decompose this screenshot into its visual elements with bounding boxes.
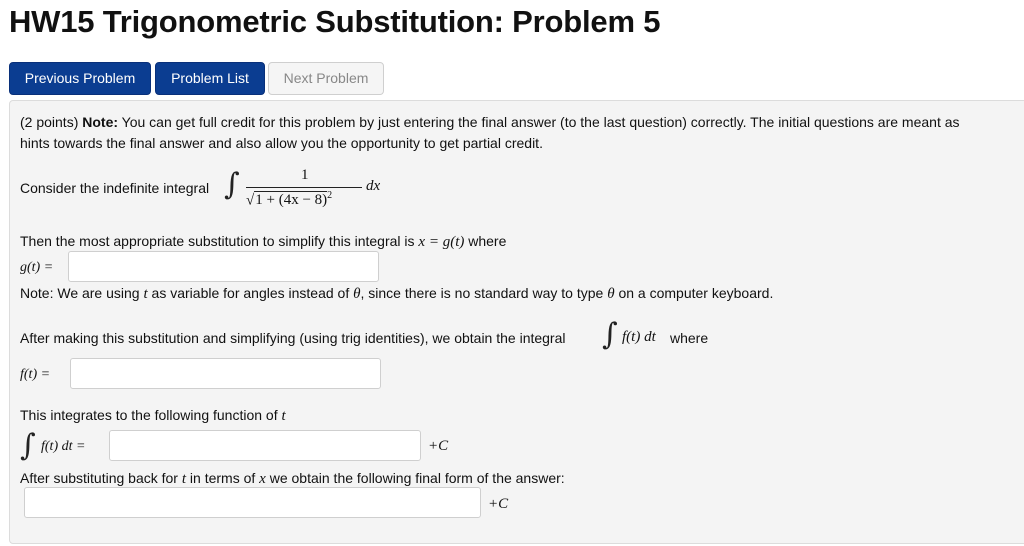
substitution-intro: Then the most appropriate substitution to simplify this integral is <box>20 233 415 249</box>
f-input[interactable] <box>70 358 381 389</box>
g-input[interactable] <box>68 251 379 282</box>
substitution-equation: x = g(t) <box>418 234 465 250</box>
problem-note-line-2: hints towards the final answer and also allow you the opportunity to get partial credit. <box>20 135 543 151</box>
fraction-bar <box>246 187 362 188</box>
antiderivative-input[interactable] <box>109 430 421 461</box>
plus-c-2-text: +C <box>488 496 509 512</box>
consider-text: Consider the indefinite integral <box>20 180 210 196</box>
back-x: x <box>259 471 266 487</box>
integrates-text <box>20 406 286 425</box>
integral-numerator: 1 <box>301 167 309 183</box>
page-title: HW15 Trigonometric Substitution: Problem 5 <box>9 4 661 39</box>
radicand: 1 + (4x − 8) <box>255 192 328 209</box>
substitution-where: where <box>468 233 507 249</box>
back-a: After substituting back for <box>20 470 178 486</box>
substitution-sentence <box>20 232 506 251</box>
after-where: where <box>670 330 709 346</box>
plus-c-2 <box>488 494 508 513</box>
plus-c-1 <box>428 437 448 455</box>
antiderivative-label: f(t) dt = <box>41 439 86 454</box>
theta-note-d: on a computer keyboard. <box>618 285 774 301</box>
f-label: f(t) = <box>20 367 51 382</box>
integral-denominator <box>246 190 332 209</box>
note-text: You can get full credit for this problem by just entering the final answer (to the last question) correctly. The initial questions are meant as <box>121 114 960 130</box>
problem-note-line-1 <box>20 113 960 131</box>
theta-note-a: Note: We are using <box>20 285 140 301</box>
theta-note-b: as variable for angles instead of <box>151 285 350 301</box>
note-label: Note: <box>82 114 119 130</box>
sqrt-icon: √ <box>246 192 255 209</box>
back-c: we obtain the following final form of the answer: <box>269 470 565 486</box>
integral-symbol: ∫ <box>224 167 240 202</box>
integral-dx: dx <box>366 178 381 194</box>
g-label: g(t) = <box>20 260 54 275</box>
exponent: 2 <box>327 190 333 201</box>
substitute-back-text <box>20 469 565 488</box>
problem-panel <box>9 100 1024 544</box>
theta-note-theta2: θ <box>607 286 615 302</box>
theta-note <box>20 284 773 303</box>
next-problem-button[interactable]: Next Problem <box>268 62 384 95</box>
theta-note-c: , since there is no standard way to type <box>360 285 604 301</box>
integral-symbol-3: ∫ <box>20 428 36 463</box>
theta-note-theta: θ <box>353 286 361 302</box>
problem-list-button[interactable]: Problem List <box>155 62 265 95</box>
integrates-t: t <box>281 408 286 424</box>
previous-problem-button[interactable]: Previous Problem <box>9 62 151 95</box>
plus-c-1-text: +C <box>428 438 449 454</box>
integral-symbol-2: ∫ <box>602 317 618 352</box>
after-substitution-text: After making this substitution and simplifying (using trig identities), we obtain the integral <box>20 330 566 346</box>
after-expression: f(t) dt <box>622 329 656 345</box>
back-b: in terms of <box>189 470 256 486</box>
points-text: (2 points) <box>20 114 79 130</box>
back-t: t <box>181 471 187 487</box>
final-answer-input[interactable] <box>24 487 481 518</box>
theta-note-t: t <box>143 286 148 302</box>
integrates-sentence: This integrates to the following function of <box>20 407 278 423</box>
